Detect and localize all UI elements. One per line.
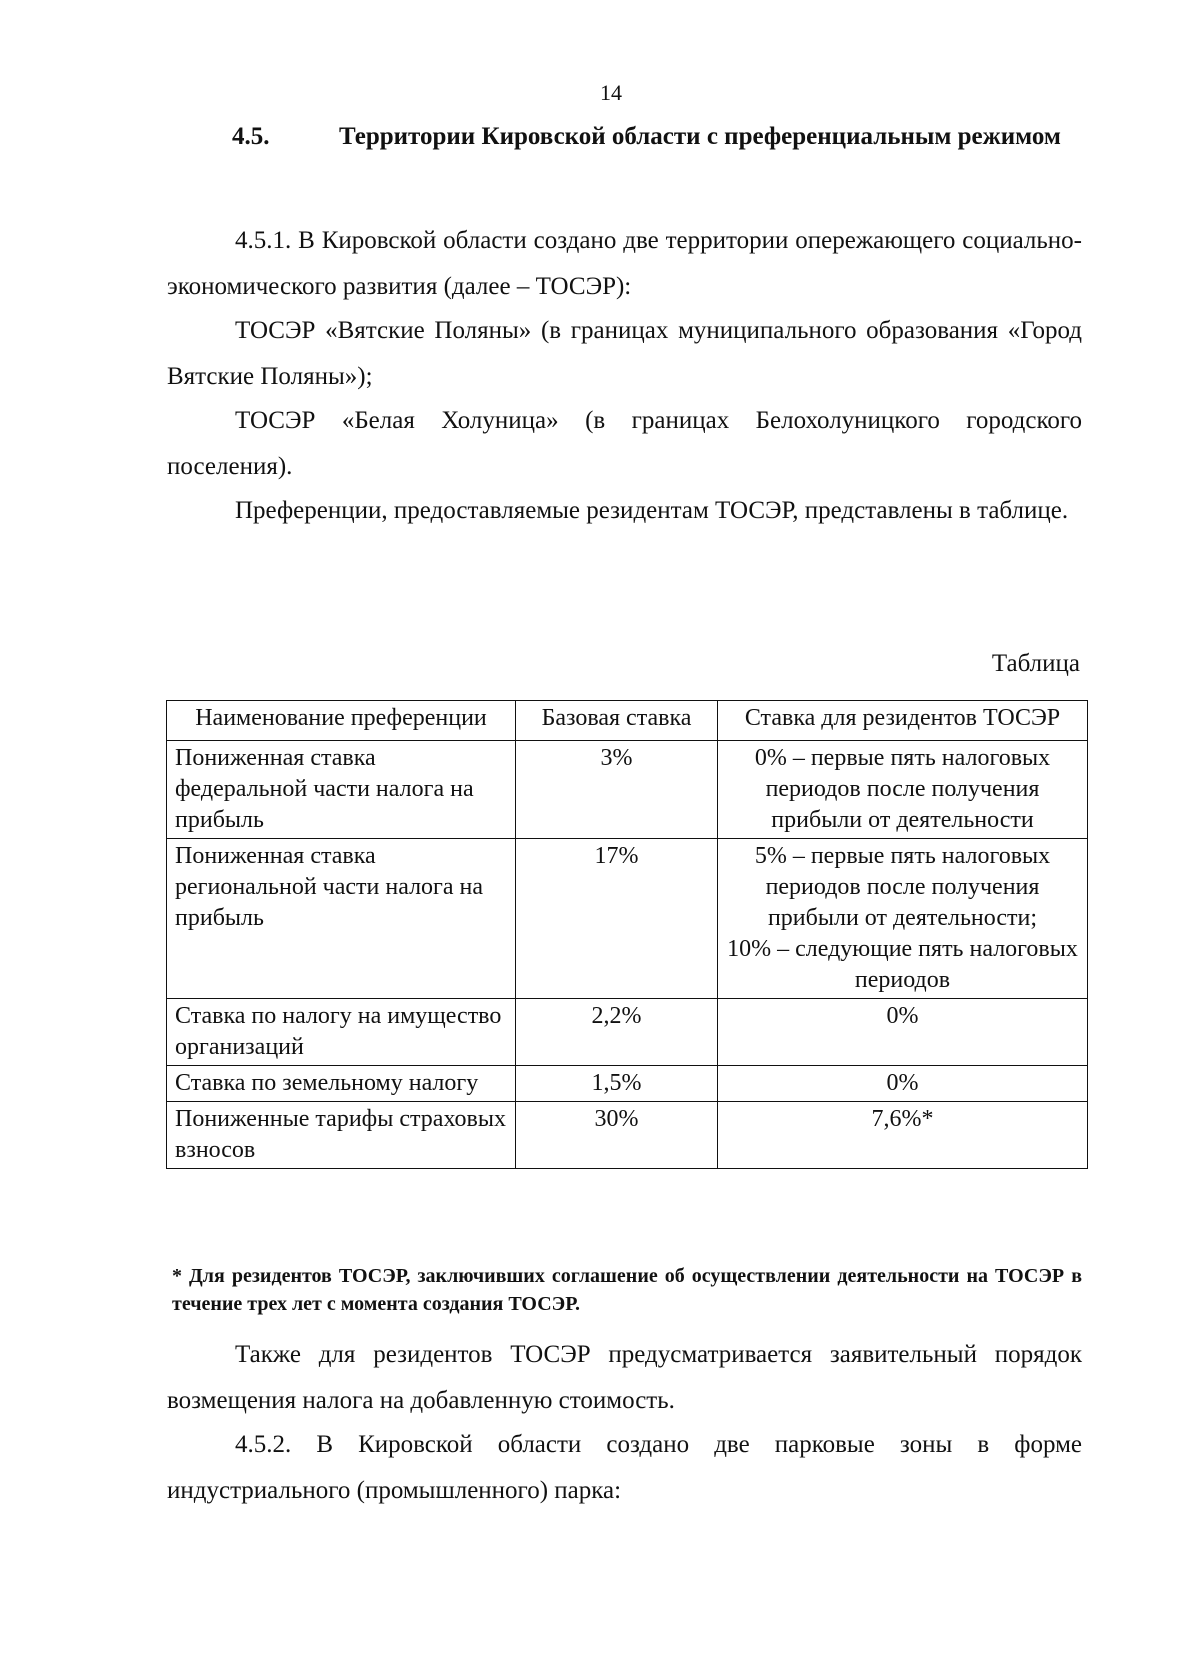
paragraph-vat-refund: Также для резидентов ТОСЭР предусматривается заявительный порядок возмещения налога на добавленную стоимость. xyxy=(167,1341,1082,1414)
paragraph-4-5-1: 4.5.1. В Кировской области создано две территории опережающего социально-экономического развития (далее – ТОСЭР): xyxy=(167,227,1082,300)
section-number: 4.5. xyxy=(232,123,270,150)
cell-resident-rate xyxy=(718,839,1088,999)
cell-resident-rate xyxy=(718,1102,1088,1169)
resident-rate-line: 0% – первые пять налоговых периодов после получения прибыли от деятельности xyxy=(754,745,1051,833)
resident-rate-line: 7,6%* xyxy=(871,1106,934,1132)
cell-preference-name: Пониженные тарифы страховых взносов xyxy=(167,1102,516,1169)
cell-base-rate: 17% xyxy=(516,839,718,999)
cell-base-rate: 3% xyxy=(516,741,718,839)
cell-resident-rate xyxy=(718,999,1088,1066)
cell-preference-name: Пониженная ставка региональной части налога на прибыль xyxy=(167,839,516,999)
cell-preference-name: Ставка по налогу на имущество организаций xyxy=(167,999,516,1066)
resident-rate-line: 0% xyxy=(886,1003,919,1029)
table-row xyxy=(167,1066,1088,1102)
resident-rate-line: 0% xyxy=(886,1070,919,1096)
table-row xyxy=(167,999,1088,1066)
section-heading xyxy=(232,120,1092,153)
table-row xyxy=(167,1102,1088,1169)
cell-base-rate: 1,5% xyxy=(516,1066,718,1102)
paragraph-tosr-vyatskie-polyany: ТОСЭР «Вятские Поляны» (в границах муниципального образования «Город Вятские Поляны»); xyxy=(167,317,1082,390)
table-row xyxy=(167,741,1088,839)
paragraph-preferences-intro: Преференции, предоставляемые резидентам ТОСЭР, представлены в таблице. xyxy=(235,497,1069,524)
cell-preference-name: Пониженная ставка федеральной части налога на прибыль xyxy=(167,741,516,839)
table-header-row xyxy=(167,701,1088,741)
table-row xyxy=(167,839,1088,999)
column-header-name: Наименование преференции xyxy=(167,701,516,741)
column-header-resident-rate: Ставка для резидентов ТОСЭР xyxy=(718,701,1088,741)
resident-rate-line: 10% – следующие пять налоговых периодов xyxy=(727,936,1078,993)
resident-rate-line: 5% – первые пять налоговых периодов после получения прибыли от деятельности; xyxy=(754,843,1051,931)
cell-preference-name: Ставка по земельному налогу xyxy=(167,1066,516,1102)
preferences-table xyxy=(166,700,1088,1169)
page-number: 14 xyxy=(600,80,622,105)
table-footnote: * Для резидентов ТОСЭР, заключивших соглашение об осуществлении деятельности на ТОСЭР в течение трех лет с момента создания ТОСЭР. xyxy=(172,1265,1082,1315)
paragraph-4-5-2: 4.5.2. В Кировской области создано две парковые зоны в форме индустриального (промышленного) парка: xyxy=(167,1431,1082,1504)
paragraph-tosr-belaya-kholunitsa: ТОСЭР «Белая Холуница» (в границах Белохолуницкого городского поселения). xyxy=(167,407,1082,480)
cell-resident-rate xyxy=(718,741,1088,839)
cell-resident-rate xyxy=(718,1066,1088,1102)
section-title: Территории Кировской области с преференциальным режимом xyxy=(339,123,1061,150)
table-caption: Таблица xyxy=(991,650,1080,677)
column-header-base-rate: Базовая ставка xyxy=(516,701,718,741)
cell-base-rate: 30% xyxy=(516,1102,718,1169)
cell-base-rate: 2,2% xyxy=(516,999,718,1066)
